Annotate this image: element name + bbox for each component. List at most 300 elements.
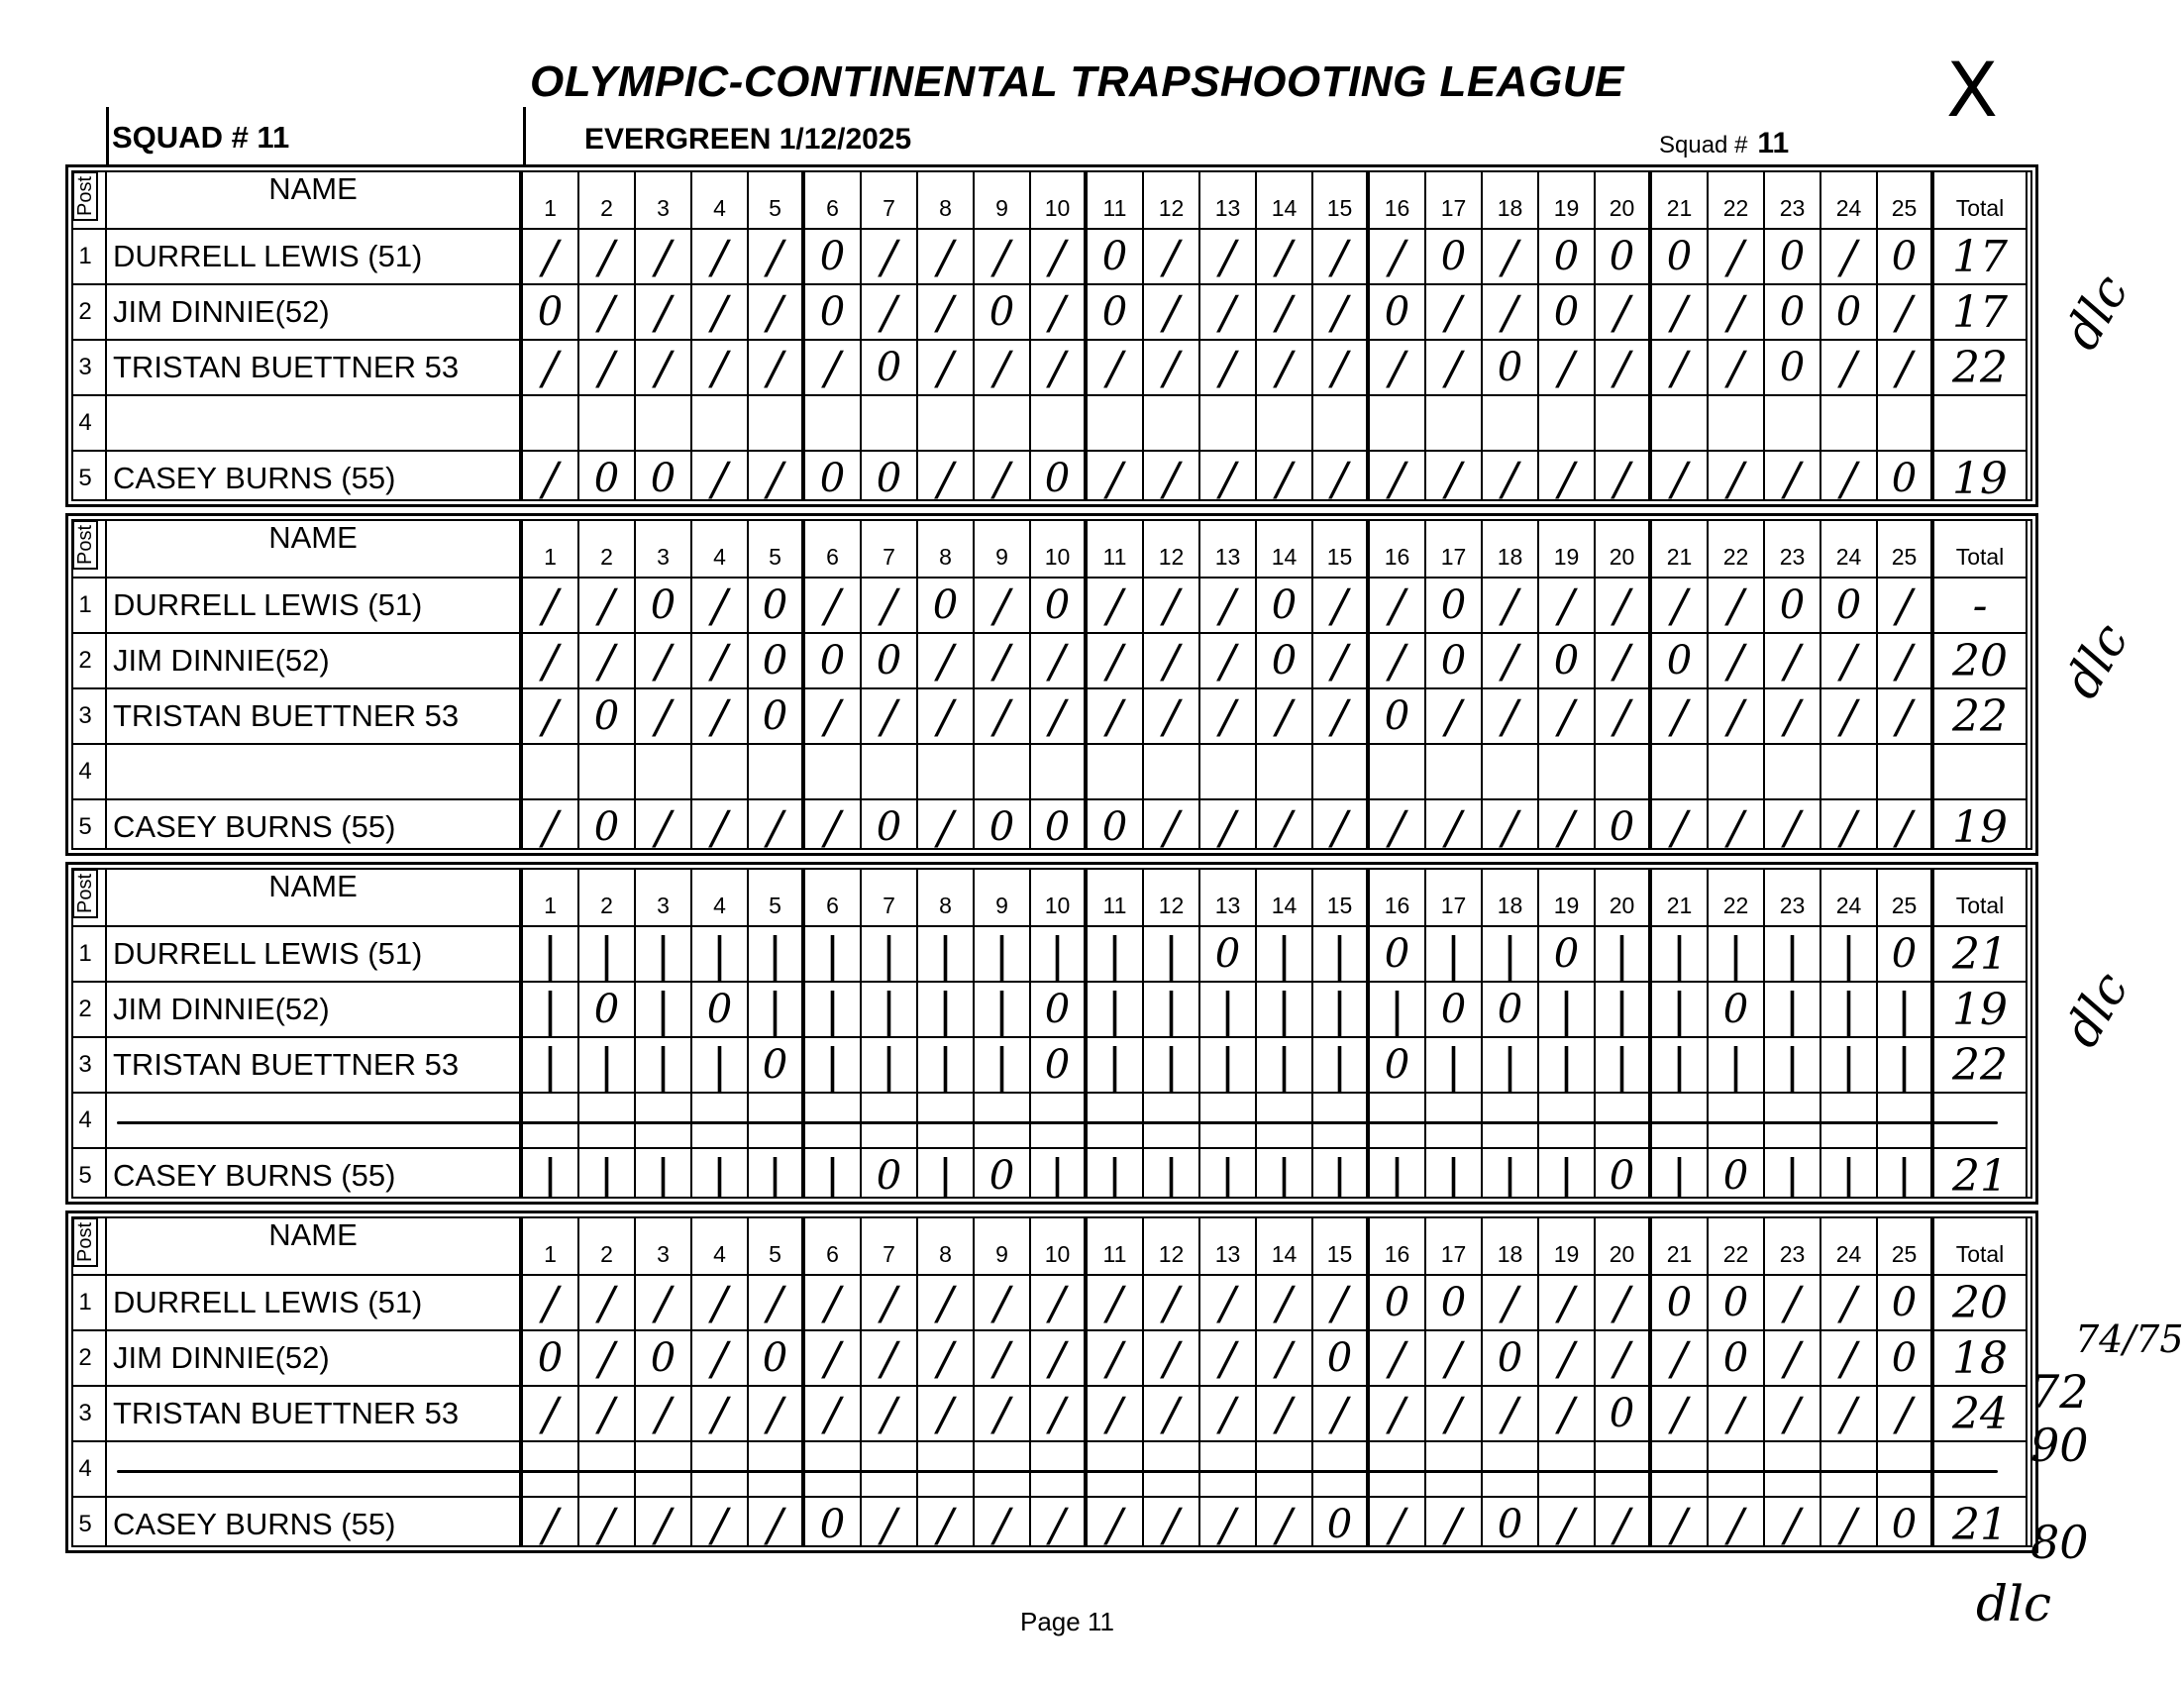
target-score: | xyxy=(636,1038,692,1094)
target-score: | xyxy=(805,1038,862,1094)
target-score: | xyxy=(862,983,918,1038)
round-block xyxy=(65,164,2038,507)
shooter-name xyxy=(107,745,523,800)
target-score: / xyxy=(523,800,579,856)
target-score: | xyxy=(692,1038,749,1094)
target-score: 0 xyxy=(1426,230,1483,285)
margin-total-3: 90 xyxy=(2030,1419,2089,1472)
target-score: / xyxy=(523,341,579,396)
target-score: 0 xyxy=(1878,452,1934,507)
target-score: | xyxy=(1088,1038,1144,1094)
post-number: 1 xyxy=(65,927,107,983)
target-score: | xyxy=(862,927,918,983)
round-initials: dlc xyxy=(2051,613,2140,708)
target-score xyxy=(1765,396,1821,452)
target-header: 20 xyxy=(1596,164,1652,230)
target-header: 9 xyxy=(975,164,1031,230)
target-header: 6 xyxy=(805,1210,862,1276)
target-score: / xyxy=(1144,230,1200,285)
target-score: / xyxy=(1652,1331,1709,1387)
target-score: / xyxy=(692,1331,749,1387)
row-total: 20 xyxy=(1934,634,2028,689)
row-total: 18 xyxy=(1934,1331,2028,1387)
target-header: 19 xyxy=(1539,164,1596,230)
post-header xyxy=(65,1210,107,1276)
target-score: 0 xyxy=(1370,1276,1426,1331)
row-total: 17 xyxy=(1934,285,2028,341)
target-score: 0 xyxy=(749,634,805,689)
row-total: 21 xyxy=(1934,1498,2028,1553)
target-header: 6 xyxy=(805,513,862,579)
target-score: / xyxy=(1709,634,1765,689)
target-score: / xyxy=(1200,1387,1257,1442)
squad-label: SQUAD # 11 xyxy=(112,120,290,155)
target-score: / xyxy=(523,452,579,507)
target-score: / xyxy=(1539,1276,1596,1331)
target-score: / xyxy=(1821,800,1878,856)
target-score: | xyxy=(749,1149,805,1205)
target-score: | xyxy=(1539,1149,1596,1205)
target-header: 18 xyxy=(1483,164,1539,230)
target-header: 13 xyxy=(1200,164,1257,230)
target-score: | xyxy=(1483,1038,1539,1094)
target-score: / xyxy=(1709,1387,1765,1442)
target-header: 15 xyxy=(1313,513,1370,579)
target-header: 24 xyxy=(1821,513,1878,579)
target-score: | xyxy=(1257,1149,1313,1205)
target-score: / xyxy=(1313,285,1370,341)
target-score: | xyxy=(1200,983,1257,1038)
target-score: | xyxy=(1821,927,1878,983)
target-header: 21 xyxy=(1652,1210,1709,1276)
target-score: 0 xyxy=(1088,285,1144,341)
target-score: / xyxy=(805,341,862,396)
target-header: 24 xyxy=(1821,862,1878,927)
target-score: / xyxy=(1765,689,1821,745)
target-score: | xyxy=(1257,927,1313,983)
target-score: / xyxy=(1539,341,1596,396)
target-header: 13 xyxy=(1200,1210,1257,1276)
post-header xyxy=(65,862,107,927)
target-header: 21 xyxy=(1652,862,1709,927)
target-score: | xyxy=(1596,927,1652,983)
target-score xyxy=(579,396,636,452)
target-score: / xyxy=(1483,689,1539,745)
target-score xyxy=(1257,745,1313,800)
target-score: / xyxy=(692,579,749,634)
post-header-label: Post xyxy=(72,1217,98,1267)
target-score: | xyxy=(523,1149,579,1205)
target-score: | xyxy=(1596,1038,1652,1094)
target-score: | xyxy=(1483,927,1539,983)
target-header: 14 xyxy=(1257,862,1313,927)
league-title: OLYMPIC-CONTINENTAL TRAPSHOOTING LEAGUE xyxy=(530,57,1624,106)
target-score: | xyxy=(1200,1038,1257,1094)
target-score: / xyxy=(636,1498,692,1553)
target-score: / xyxy=(862,1498,918,1553)
target-score: / xyxy=(1313,634,1370,689)
target-score: / xyxy=(1821,1498,1878,1553)
target-header: 23 xyxy=(1765,862,1821,927)
target-score: / xyxy=(523,1498,579,1553)
target-score: / xyxy=(1483,285,1539,341)
target-score: / xyxy=(805,800,862,856)
target-score xyxy=(1031,745,1088,800)
shooter-name: DURRELL LEWIS (51) xyxy=(107,579,523,634)
target-score: 0 xyxy=(1709,1331,1765,1387)
target-score: | xyxy=(523,927,579,983)
target-header: 22 xyxy=(1709,1210,1765,1276)
target-score: | xyxy=(1539,983,1596,1038)
target-score: 0 xyxy=(1765,579,1821,634)
target-score: 0 xyxy=(1878,1331,1934,1387)
target-score: / xyxy=(1426,1331,1483,1387)
target-score: / xyxy=(805,1276,862,1331)
target-score: | xyxy=(1426,1149,1483,1205)
target-score: / xyxy=(1426,800,1483,856)
target-score: / xyxy=(749,1387,805,1442)
target-score: / xyxy=(805,1331,862,1387)
name-header: NAME xyxy=(107,1210,523,1276)
target-score xyxy=(1821,745,1878,800)
target-score: | xyxy=(1426,927,1483,983)
target-score: 0 xyxy=(1765,341,1821,396)
shooter-name: TRISTAN BUETTNER 53 xyxy=(107,341,523,396)
target-score: / xyxy=(1426,1498,1483,1553)
target-score: / xyxy=(1088,1387,1144,1442)
target-score: 0 xyxy=(1596,1387,1652,1442)
target-header: 14 xyxy=(1257,513,1313,579)
target-score: 0 xyxy=(1200,927,1257,983)
target-score: | xyxy=(1596,983,1652,1038)
target-score: / xyxy=(1370,1387,1426,1442)
target-score: / xyxy=(1144,1331,1200,1387)
target-header: 17 xyxy=(1426,513,1483,579)
target-score: / xyxy=(1652,285,1709,341)
target-score: / xyxy=(1031,1276,1088,1331)
target-header: 9 xyxy=(975,513,1031,579)
target-score: | xyxy=(1313,1038,1370,1094)
target-score: / xyxy=(1200,579,1257,634)
target-score: / xyxy=(1821,1331,1878,1387)
target-score: / xyxy=(579,230,636,285)
target-score: / xyxy=(975,1331,1031,1387)
target-score: / xyxy=(862,1387,918,1442)
target-score: / xyxy=(579,579,636,634)
target-header: 22 xyxy=(1709,513,1765,579)
target-score xyxy=(1426,396,1483,452)
target-score: / xyxy=(1765,634,1821,689)
target-score: | xyxy=(1652,1038,1709,1094)
target-header: 7 xyxy=(862,164,918,230)
target-score: 0 xyxy=(1426,634,1483,689)
target-header: 8 xyxy=(918,164,975,230)
target-score: / xyxy=(1596,689,1652,745)
shooter-name: JIM DINNIE(52) xyxy=(107,634,523,689)
target-score: / xyxy=(1765,452,1821,507)
target-header: 18 xyxy=(1483,513,1539,579)
shooter-name: DURRELL LEWIS (51) xyxy=(107,1276,523,1331)
target-header: 11 xyxy=(1088,513,1144,579)
target-score: 0 xyxy=(1709,1276,1765,1331)
target-score: | xyxy=(1088,983,1144,1038)
target-score xyxy=(1821,396,1878,452)
target-score: 0 xyxy=(1821,285,1878,341)
target-score: / xyxy=(579,634,636,689)
row-total: 24 xyxy=(1934,1387,2028,1442)
target-score: / xyxy=(1313,230,1370,285)
target-score: | xyxy=(1144,1038,1200,1094)
target-score: | xyxy=(862,1038,918,1094)
target-header: 23 xyxy=(1765,164,1821,230)
target-score: / xyxy=(1257,341,1313,396)
target-score: | xyxy=(918,983,975,1038)
target-score: / xyxy=(1144,341,1200,396)
target-score: / xyxy=(1596,579,1652,634)
target-score: / xyxy=(1144,1276,1200,1331)
target-score: / xyxy=(1144,689,1200,745)
target-score xyxy=(1370,396,1426,452)
target-score: / xyxy=(918,689,975,745)
target-score: / xyxy=(1257,1387,1313,1442)
target-score: 0 xyxy=(1370,1038,1426,1094)
target-header: 8 xyxy=(918,513,975,579)
target-score: / xyxy=(1878,634,1934,689)
target-score: / xyxy=(1652,452,1709,507)
target-score: 0 xyxy=(749,1331,805,1387)
target-score: / xyxy=(1821,1276,1878,1331)
target-score: 0 xyxy=(1031,800,1088,856)
target-score xyxy=(862,745,918,800)
target-score: | xyxy=(523,983,579,1038)
target-score: | xyxy=(1144,927,1200,983)
target-score: | xyxy=(805,927,862,983)
target-score xyxy=(1483,745,1539,800)
target-score: / xyxy=(749,1498,805,1553)
target-header: 22 xyxy=(1709,164,1765,230)
target-score: / xyxy=(1426,1387,1483,1442)
target-score: / xyxy=(579,1276,636,1331)
target-score: | xyxy=(1370,983,1426,1038)
target-score: / xyxy=(1539,800,1596,856)
target-score: / xyxy=(1878,689,1934,745)
target-score: / xyxy=(1088,579,1144,634)
target-score: / xyxy=(1313,452,1370,507)
target-score: | xyxy=(1313,927,1370,983)
post-number: 4 xyxy=(65,1094,107,1149)
target-score: / xyxy=(636,1387,692,1442)
target-score: | xyxy=(1821,1038,1878,1094)
row-total: 19 xyxy=(1934,983,2028,1038)
post-number: 4 xyxy=(65,396,107,452)
target-score: / xyxy=(523,579,579,634)
target-score: | xyxy=(1878,1038,1934,1094)
target-score: / xyxy=(1313,579,1370,634)
target-score: / xyxy=(1144,579,1200,634)
target-score xyxy=(1709,745,1765,800)
target-score xyxy=(1483,396,1539,452)
target-score: 0 xyxy=(1596,1149,1652,1205)
target-header: 4 xyxy=(692,513,749,579)
target-header: 5 xyxy=(749,862,805,927)
target-score: / xyxy=(1031,1498,1088,1553)
target-score: 0 xyxy=(1821,579,1878,634)
target-score: / xyxy=(1257,1331,1313,1387)
target-score: / xyxy=(1257,1276,1313,1331)
target-score: 0 xyxy=(579,452,636,507)
target-score: / xyxy=(918,341,975,396)
target-score: / xyxy=(692,634,749,689)
target-header: 6 xyxy=(805,862,862,927)
target-header: 19 xyxy=(1539,1210,1596,1276)
target-score: / xyxy=(975,634,1031,689)
row-total: 19 xyxy=(1934,800,2028,856)
target-score: / xyxy=(1878,1387,1934,1442)
target-header: 17 xyxy=(1426,1210,1483,1276)
target-score: 0 xyxy=(1370,689,1426,745)
target-header: 2 xyxy=(579,862,636,927)
target-score: 0 xyxy=(1031,983,1088,1038)
target-header: 3 xyxy=(636,1210,692,1276)
post-number: 5 xyxy=(65,452,107,507)
target-score: | xyxy=(749,983,805,1038)
target-score xyxy=(1596,396,1652,452)
target-header: 5 xyxy=(749,1210,805,1276)
target-score xyxy=(1652,396,1709,452)
target-score: 0 xyxy=(1652,634,1709,689)
target-score: 0 xyxy=(1088,800,1144,856)
target-score: / xyxy=(1709,230,1765,285)
target-score: 0 xyxy=(636,1331,692,1387)
target-score xyxy=(1031,396,1088,452)
target-score: | xyxy=(692,1149,749,1205)
post-number: 2 xyxy=(65,285,107,341)
target-score xyxy=(1370,745,1426,800)
target-score xyxy=(918,745,975,800)
target-header: 20 xyxy=(1596,862,1652,927)
target-score: / xyxy=(692,1276,749,1331)
target-score: / xyxy=(1088,634,1144,689)
target-score: / xyxy=(805,579,862,634)
target-header: 24 xyxy=(1821,164,1878,230)
target-header: 21 xyxy=(1652,164,1709,230)
target-score: / xyxy=(975,1387,1031,1442)
target-score: / xyxy=(1313,800,1370,856)
target-header: 2 xyxy=(579,1210,636,1276)
target-header: 18 xyxy=(1483,862,1539,927)
target-score: | xyxy=(975,1038,1031,1094)
squad-number xyxy=(1659,127,1789,160)
target-score: / xyxy=(1144,800,1200,856)
target-score xyxy=(1596,745,1652,800)
post-number: 1 xyxy=(65,230,107,285)
target-score: / xyxy=(1088,689,1144,745)
post-header-label: Post xyxy=(72,171,98,221)
target-score: / xyxy=(1200,230,1257,285)
target-score xyxy=(1200,396,1257,452)
target-score: | xyxy=(975,983,1031,1038)
target-score: / xyxy=(1709,1498,1765,1553)
target-score xyxy=(636,396,692,452)
target-header: 11 xyxy=(1088,1210,1144,1276)
target-score xyxy=(1313,396,1370,452)
row-total: - xyxy=(1934,579,2028,634)
target-score: / xyxy=(975,230,1031,285)
target-score: / xyxy=(1426,285,1483,341)
target-score: 0 xyxy=(1878,927,1934,983)
target-score xyxy=(636,745,692,800)
target-header: 11 xyxy=(1088,164,1144,230)
target-header: 12 xyxy=(1144,164,1200,230)
target-score: | xyxy=(918,927,975,983)
target-score: 0 xyxy=(1257,634,1313,689)
target-score: 0 xyxy=(1596,800,1652,856)
target-score: 0 xyxy=(1539,285,1596,341)
target-header: 20 xyxy=(1596,1210,1652,1276)
target-score: / xyxy=(1709,285,1765,341)
target-score: / xyxy=(692,1387,749,1442)
target-score xyxy=(692,396,749,452)
target-header: 25 xyxy=(1878,164,1934,230)
squad-number-value: 11 xyxy=(1757,127,1790,159)
target-score: / xyxy=(1483,230,1539,285)
target-score: 0 xyxy=(579,800,636,856)
target-score: / xyxy=(1370,1331,1426,1387)
target-score: 0 xyxy=(1483,983,1539,1038)
target-score: / xyxy=(1031,341,1088,396)
target-header: 12 xyxy=(1144,513,1200,579)
target-score: 0 xyxy=(1709,983,1765,1038)
target-score: | xyxy=(1539,1038,1596,1094)
target-score: | xyxy=(1765,927,1821,983)
post-number: 1 xyxy=(65,1276,107,1331)
target-score: / xyxy=(1088,1331,1144,1387)
target-score xyxy=(975,396,1031,452)
target-score: 0 xyxy=(1709,1149,1765,1205)
target-score: / xyxy=(1596,1498,1652,1553)
target-score: / xyxy=(1031,634,1088,689)
target-score: | xyxy=(975,927,1031,983)
target-score: 0 xyxy=(636,579,692,634)
target-score: / xyxy=(1313,689,1370,745)
target-score: / xyxy=(1596,1276,1652,1331)
target-score xyxy=(1539,396,1596,452)
target-score: 0 xyxy=(1878,1276,1934,1331)
row-total: 22 xyxy=(1934,689,2028,745)
target-score: | xyxy=(692,927,749,983)
target-score: / xyxy=(862,689,918,745)
target-header: 4 xyxy=(692,164,749,230)
target-score: / xyxy=(692,341,749,396)
target-score: / xyxy=(692,689,749,745)
target-score: 0 xyxy=(975,285,1031,341)
target-header: 1 xyxy=(523,862,579,927)
total-header: Total xyxy=(1934,513,2028,579)
target-score: 0 xyxy=(1652,1276,1709,1331)
target-header: 18 xyxy=(1483,1210,1539,1276)
target-header: 3 xyxy=(636,862,692,927)
target-header: 17 xyxy=(1426,862,1483,927)
event-label: EVERGREEN 1/12/2025 xyxy=(584,123,912,156)
squad-number-label: Squad # xyxy=(1659,132,1748,158)
target-score xyxy=(805,745,862,800)
target-score: / xyxy=(1765,800,1821,856)
target-header: 8 xyxy=(918,862,975,927)
target-header: 10 xyxy=(1031,513,1088,579)
target-score: / xyxy=(1821,1387,1878,1442)
target-score: / xyxy=(1200,1331,1257,1387)
round-block xyxy=(65,862,2038,1205)
